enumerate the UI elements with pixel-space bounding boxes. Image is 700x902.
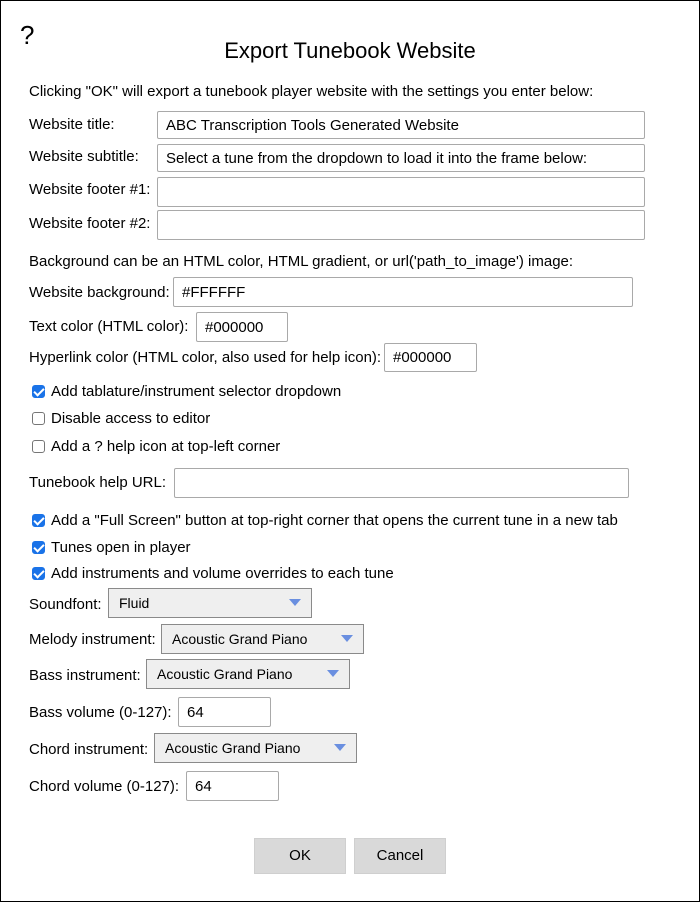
footer2-input[interactable]: [157, 210, 645, 240]
hyperlink-color-input[interactable]: [384, 343, 477, 372]
bass-instrument-label: Bass instrument:: [29, 667, 141, 684]
background-label: Website background:: [29, 284, 170, 301]
footer1-label: Website footer #1:: [29, 181, 151, 198]
bass-volume-input[interactable]: [178, 697, 271, 727]
open-in-player-label: Tunes open in player: [51, 539, 191, 556]
text-color-label: Text color (HTML color):: [29, 318, 189, 335]
background-note: Background can be an HTML color, HTML gradient, or url('path_to_image') image:: [29, 253, 574, 270]
chord-volume-label: Chord volume (0-127):: [29, 778, 180, 795]
tablature-checkbox[interactable]: [32, 385, 45, 398]
soundfont-select[interactable]: [108, 588, 312, 618]
soundfont-label: Soundfont:: [29, 596, 102, 613]
full-screen-label: Add a "Full Screen" button at top-right corner that opens the current tune in a new tab: [51, 512, 618, 529]
ok-button[interactable]: OK: [254, 838, 346, 874]
cancel-button[interactable]: Cancel: [354, 838, 446, 874]
instruments-overrides-label: Add instruments and volume overrides to each tune: [51, 565, 394, 582]
help-icon[interactable]: ?: [20, 20, 35, 50]
bass-instrument-value: Acoustic Grand Piano: [157, 666, 293, 682]
chevron-down-icon: [341, 635, 353, 642]
disable-editor-checkbox[interactable]: [32, 412, 45, 425]
tablature-label: Add tablature/instrument selector dropdown: [51, 383, 342, 400]
help-icon-label: Add a ? help icon at top-left corner: [51, 438, 281, 455]
melody-instrument-label: Melody instrument:: [29, 631, 156, 648]
instruments-overrides-checkbox[interactable]: [32, 567, 45, 580]
text-color-input[interactable]: [196, 312, 288, 342]
bass-instrument-select[interactable]: [146, 659, 350, 689]
intro-text: Clicking "OK" will export a tunebook player website with the settings you enter below:: [29, 83, 594, 100]
full-screen-checkbox[interactable]: [32, 514, 45, 527]
disable-editor-label: Disable access to editor: [51, 410, 211, 427]
chevron-down-icon: [334, 744, 346, 751]
background-input[interactable]: [173, 277, 633, 307]
chord-volume-input[interactable]: [186, 771, 279, 801]
melody-instrument-select[interactable]: [161, 624, 364, 654]
hyperlink-color-label: Hyperlink color (HTML color, also used for help icon):: [29, 349, 382, 366]
website-subtitle-input[interactable]: [157, 144, 645, 172]
website-title-label: Website title:: [29, 116, 115, 133]
melody-instrument-value: Acoustic Grand Piano: [172, 631, 308, 647]
website-subtitle-label: Website subtitle:: [29, 148, 139, 165]
soundfont-value: Fluid: [119, 595, 150, 611]
chevron-down-icon: [327, 670, 339, 677]
open-in-player-checkbox[interactable]: [32, 541, 45, 554]
chevron-down-icon: [289, 599, 301, 606]
chord-instrument-label: Chord instrument:: [29, 741, 149, 758]
footer1-input[interactable]: [157, 177, 645, 207]
bass-volume-label: Bass volume (0-127):: [29, 704, 172, 721]
chord-instrument-select[interactable]: [154, 733, 357, 763]
dialog-title: Export Tunebook Website: [224, 38, 476, 63]
help-url-input[interactable]: [174, 468, 629, 498]
chord-instrument-value: Acoustic Grand Piano: [165, 740, 301, 756]
website-title-input[interactable]: [157, 111, 645, 139]
footer2-label: Website footer #2:: [29, 215, 151, 232]
help-url-label: Tunebook help URL:: [29, 474, 167, 491]
help-icon-checkbox[interactable]: [32, 440, 45, 453]
